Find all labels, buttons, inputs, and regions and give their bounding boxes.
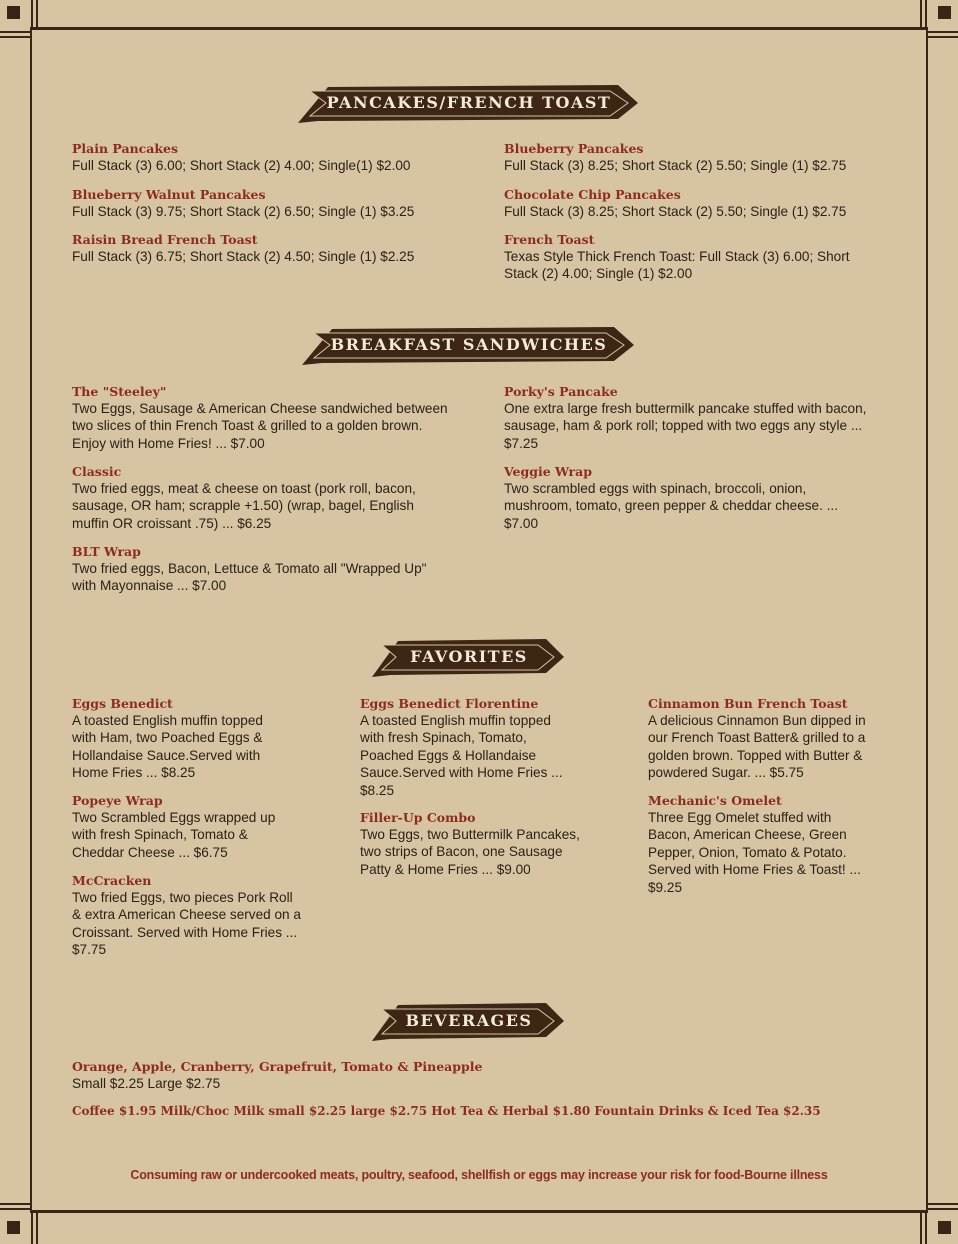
item-description: Full Stack (3) 6.75; Short Stack (2) 4.50; Single (1) $2.25 (72, 249, 415, 264)
item-name: McCracken (72, 873, 152, 888)
corner-ornament (7, 6, 20, 19)
corner-ornament (7, 1221, 20, 1234)
section-title: FAVORITES (410, 647, 528, 666)
item-description: Full Stack (3) 6.00; Short Stack (2) 4.00; Single(1) $2.00 (72, 158, 411, 173)
food-safety-disclaimer: Consuming raw or undercooked meats, poultry, seafood, shellfish or eggs may increase your risk for food-Bourne illness (130, 1168, 828, 1182)
menu-item (504, 383, 884, 452)
section-title: PANCAKES/FRENCH TOAST (326, 93, 612, 112)
menu-item (72, 140, 472, 174)
menu-item (72, 186, 472, 220)
item-name: Plain Pancakes (72, 141, 179, 156)
item-name: Popeye Wrap (72, 793, 163, 808)
item-name: Mechanic's Omelet (648, 793, 782, 808)
section-title: BEVERAGES (405, 1011, 533, 1030)
menu-item (504, 231, 864, 283)
item-description: Full Stack (3) 8.25; Short Stack (2) 5.50; Single (1) $2.75 (504, 158, 847, 173)
item-description: Small $2.25 Large $2.75 (72, 1076, 221, 1091)
item-name: Chocolate Chip Pancakes (504, 187, 681, 202)
menu-item (504, 186, 876, 220)
item-description: Texas Style Thick French Toast: Full Stack (3) 6.00; Short Stack (2) 4.00; Single (1) $2.00 (504, 249, 850, 282)
item-name: Veggie Wrap (504, 464, 592, 479)
item-description: Two Scrambled Eggs wrapped up with fresh Spinach, Tomato & Cheddar Cheese ... $6.75 (72, 810, 276, 860)
item-name: BLT Wrap (72, 544, 141, 559)
menu-item (72, 695, 290, 782)
item-description: Two scrambled eggs with spinach, broccoli, onion, mushroom, tomato, green pepper & cheddar cheese. ... $7.00 (504, 481, 838, 531)
menu-item (72, 231, 472, 265)
item-description: Full Stack (3) 9.75; Short Stack (2) 6.50; Single (1) $3.25 (72, 204, 415, 219)
item-name: Raisin Bread French Toast (72, 232, 258, 247)
item-name: Porky's Pancake (504, 384, 618, 399)
item-description: Three Egg Omelet stuffed with Bacon, American Cheese, Green Pepper, Onion, Tomato & Potato. Served with Home Fries & Toast! ... $9.25 (648, 810, 861, 895)
menu-item (360, 809, 592, 878)
menu-item (72, 872, 304, 959)
corner-ornament (938, 6, 951, 19)
item-name: Eggs Benedict (72, 696, 173, 711)
item-description: A delicious Cinnamon Bun dipped in our French Toast Batter& grilled to a golden brown. Topped with Butter & powdered Sugar. ... $5.75 (648, 713, 866, 781)
item-name: Orange, Apple, Cranberry, Grapefruit, Tomato & Pineapple (72, 1059, 483, 1074)
item-description: Two Eggs, Sausage & American Cheese sandwiched between two slices of thin French Toast & grilled to a golden brown. Enjoy with Home Fries! ... $7.00 (72, 401, 448, 451)
section-banner-beverages (372, 1001, 566, 1043)
item-description: Full Stack (3) 8.25; Short Stack (2) 5.50; Single (1) $2.75 (504, 204, 847, 219)
menu-item (72, 1058, 672, 1092)
item-description: Two Eggs, two Buttermilk Pancakes, two strips of Bacon, one Sausage Patty & Home Fries ... $9.00 (360, 827, 580, 877)
item-description: A toasted English muffin topped with fresh Spinach, Tomato, Poached Eggs & Hollandaise Sauce.Served with Home Fries ... $8.25 (360, 713, 563, 798)
drinks-price-line: Coffee $1.95 Milk/Choc Milk small $2.25 large $2.75 Hot Tea & Herbal $1.80 Fountain Drinks & Iced Tea $2.35 (72, 1104, 821, 1118)
item-name: Cinnamon Bun French Toast (648, 696, 848, 711)
item-name: French Toast (504, 232, 595, 247)
item-description: Two fried eggs, meat & cheese on toast (pork roll, bacon, sausage, OR ham; scrapple +1.50) (wrap, bagel, English muffin OR croissant .75) ... $6.25 (72, 481, 416, 531)
item-name: Classic (72, 464, 122, 479)
section-banner-sandwiches (302, 325, 636, 367)
menu-item (72, 792, 290, 861)
item-name: Blueberry Walnut Pancakes (72, 187, 266, 202)
menu-item (72, 543, 452, 595)
item-name: Eggs Benedict Florentine (360, 696, 539, 711)
item-description: Two fried Eggs, two pieces Pork Roll & extra American Cheese served on a Croissant. Served with Home Fries ... $7.75 (72, 890, 301, 958)
item-description: One extra large fresh buttermilk pancake stuffed with bacon, sausage, ham & pork roll; topped with two eggs any style ... $7.25 (504, 401, 867, 451)
menu-item (504, 463, 854, 532)
corner-ornament (938, 1221, 951, 1234)
item-name: Filler-Up Combo (360, 810, 476, 825)
section-banner-pancakes (298, 83, 640, 125)
menu-item (72, 383, 452, 452)
item-name: The "Steeley" (72, 384, 167, 399)
menu-item (648, 695, 880, 782)
menu-item (504, 140, 876, 174)
item-description: Two fried eggs, Bacon, Lettuce & Tomato all "Wrapped Up" with Mayonnaise ... $7.00 (72, 561, 427, 594)
menu-item (72, 463, 442, 532)
item-description: A toasted English muffin topped with Ham, two Poached Eggs & Hollandaise Sauce.Served with Home Fries ... $8.25 (72, 713, 263, 781)
menu-item (648, 792, 876, 896)
item-name: Blueberry Pancakes (504, 141, 644, 156)
menu-item (360, 695, 578, 799)
section-title: BREAKFAST SANDWICHES (330, 335, 608, 354)
section-banner-favorites (372, 637, 566, 679)
